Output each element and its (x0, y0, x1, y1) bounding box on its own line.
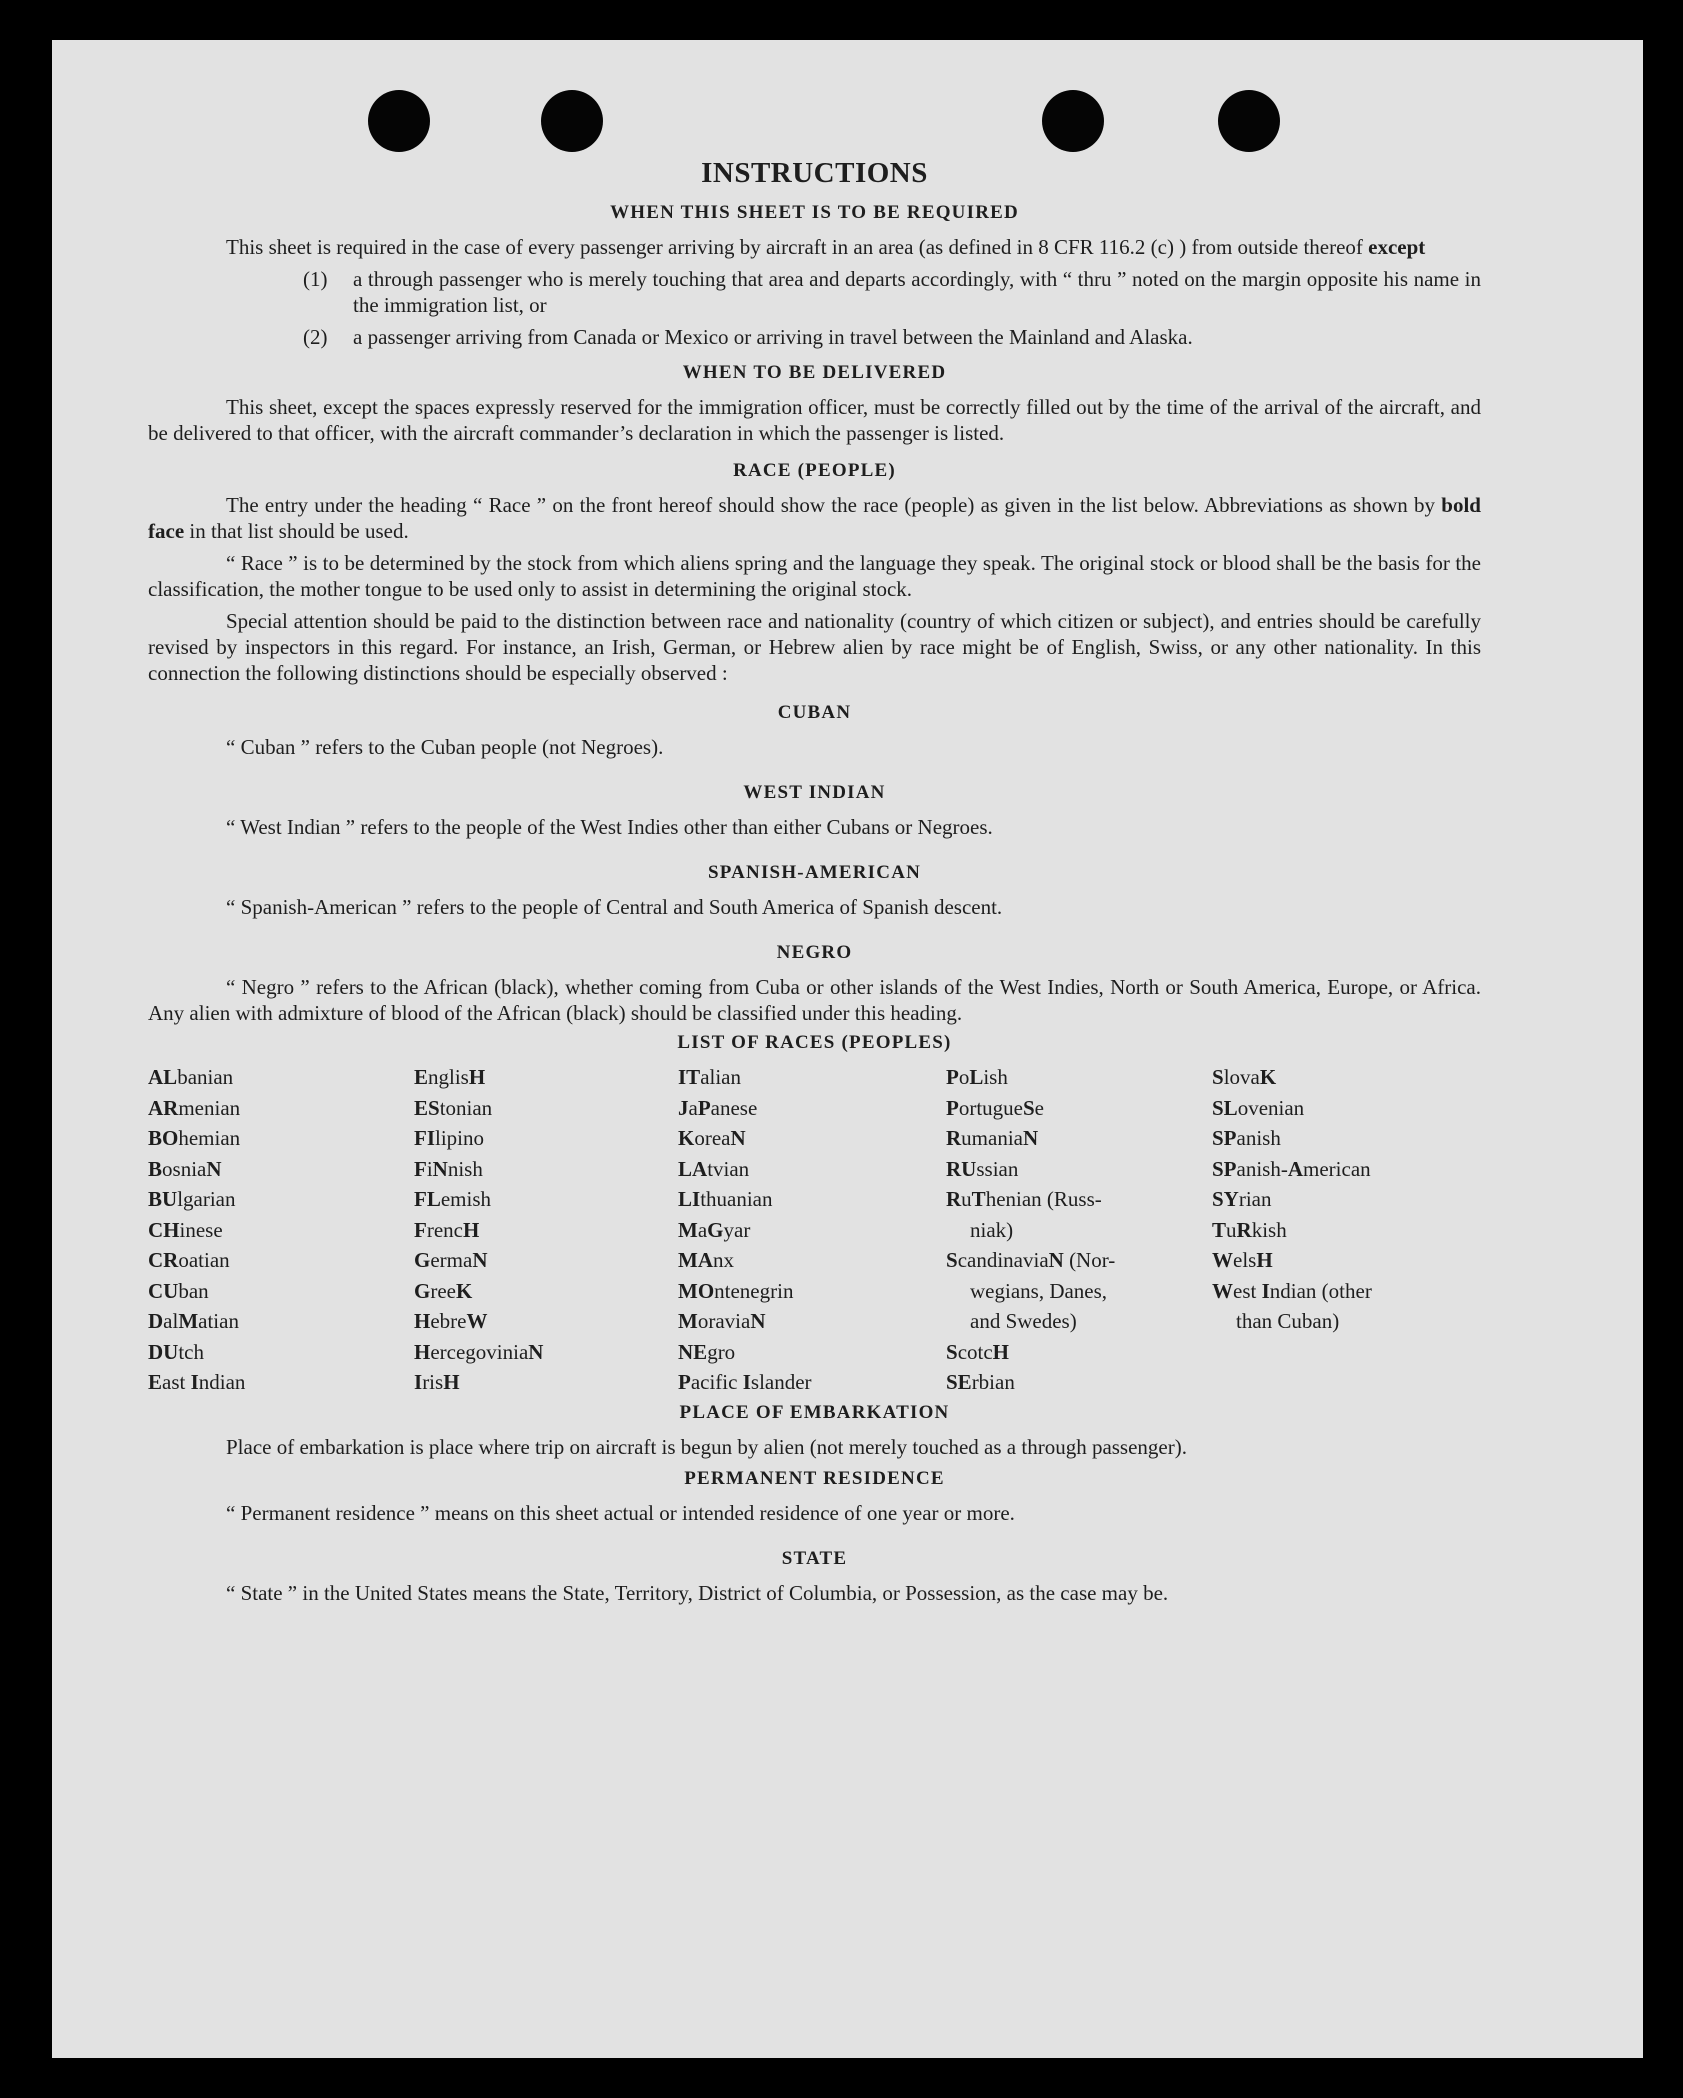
race-entry: ScotcH (946, 1339, 1010, 1364)
section-heading-residence: PERMANENT RESIDENCE (684, 1467, 945, 1489)
state-paragraph: “ State ” in the United States means the State, Territory, District of Columbia, or Possession, as the case may be. (226, 1580, 1169, 1605)
race-entry: GreeK (414, 1278, 473, 1303)
race-bold-face: bold face (148, 493, 1481, 543)
race-entry: PoLish (946, 1065, 1008, 1089)
race-entry: SErbian (946, 1370, 1015, 1394)
exception-item-1 (303, 266, 1481, 318)
negro-paragraph: “ Negro ” refers to the African (black), whether coming from Cuba or other islands of the West Indies, North or South America, Europe, or Africa. Any alien with admixture of blood of the African (black) should be classified under this heading. (148, 975, 1481, 1025)
race-entry: niak) (970, 1217, 1014, 1242)
race-entry: Pacific Islander (678, 1370, 812, 1394)
race-entry: BUlgarian (148, 1187, 236, 1211)
race-entry: RuThenian (Russ- (946, 1187, 1102, 1211)
race-entry: FLemish (414, 1187, 492, 1211)
race-text: in that list should be used. (184, 519, 409, 543)
race-entry: and Swedes) (970, 1309, 1077, 1333)
section-heading-embarkation: PLACE OF EMBARKATION (679, 1401, 950, 1423)
race-entry: MoraviaN (678, 1309, 766, 1333)
race-entry: TuRkish (1212, 1217, 1287, 1242)
exception-item-2 (303, 324, 1481, 350)
race-entry: EStonian (414, 1095, 493, 1120)
cuban-paragraph: “ Cuban ” refers to the Cuban people (not Negroes). (226, 735, 664, 759)
section-heading-list-of-races: LIST OF RACES (PEOPLES) (677, 1032, 952, 1053)
delivered-paragraph: This sheet, except the spaces expressly reserved for the immigration officer, must be correctly filled out by the time of the arrival of the aircraft, and be delivered to that officer, with the aircraft commander’s declaration in which the passenger is listed. (148, 395, 1481, 445)
race-entry: SlovaK (1212, 1065, 1277, 1089)
races-column (946, 1062, 1212, 1398)
race-entry: DUtch (148, 1339, 204, 1364)
section-heading-state: STATE (781, 1547, 848, 1569)
race-entry: JaPanese (678, 1095, 758, 1120)
race-entry: BOhemian (148, 1126, 241, 1150)
race-paragraph-2: “ Race ” is to be determined by the stock from which aliens spring and the language they speak. The original stock or blood shall be the basis for the classification, the mother tongue to be used only to assist in determining the original stock. (148, 551, 1481, 601)
item-number: (1) (303, 267, 328, 291)
required-except: except (1368, 235, 1426, 259)
race-entry: West Indian (other (1212, 1278, 1372, 1303)
race-entry: DalMatian (148, 1309, 239, 1333)
race-entry: FiNnish (414, 1156, 483, 1181)
race-entry: CHinese (148, 1217, 223, 1242)
section-heading-race: RACE (PEOPLE) (733, 460, 896, 481)
race-entry: PortugueSe (946, 1095, 1044, 1120)
section-heading-negro: NEGRO (776, 942, 853, 963)
race-entry: East Indian (148, 1370, 246, 1394)
race-entry: LIthuanian (678, 1187, 773, 1211)
race-entry: RUssian (946, 1156, 1019, 1181)
race-entry: LAtvian (678, 1156, 750, 1181)
race-entry: IrisH (414, 1370, 460, 1394)
race-entry: FrencH (414, 1217, 480, 1242)
residence-paragraph: “ Permanent residence ” means on this sheet actual or intended residence of one year or more. (226, 1500, 1015, 1525)
race-entry: CUban (148, 1278, 209, 1303)
embarkation-paragraph: Place of embarkation is place where trip on aircraft is begun by alien (not merely touched as a through passenger). (226, 1434, 1187, 1459)
race-entry: KoreaN (678, 1126, 746, 1150)
race-entry: wegians, Danes, (970, 1278, 1108, 1303)
race-entry: RumaniaN (946, 1126, 1039, 1150)
race-entry: BosniaN (148, 1156, 222, 1181)
race-paragraph-3: Special attention should be paid to the distinction between race and nationality (country of which citizen or subject), and entries should be carefully revised by inspectors in this regard. For instance, an Irish, German, or Hebrew alien by race might be of English, Swiss, or any other nationality. In this connection the following distinctions should be especially observed : (148, 609, 1481, 685)
race-entry: GermaN (414, 1248, 488, 1272)
races-column (148, 1062, 414, 1398)
item-text: a passenger arriving from Canada or Mexico or arriving in travel between the Mainland and Alaska. (353, 325, 1193, 349)
race-entry: MaGyar (678, 1217, 751, 1242)
required-paragraph (148, 234, 1481, 260)
item-text: a through passenger who is merely touching that area and departs accordingly, with “ thru ” noted on the margin opposite his name in the immigration list, or (353, 267, 1481, 317)
race-entry: EnglisH (414, 1065, 486, 1089)
west-indian-paragraph: “ West Indian ” refers to the people of the West Indies other than either Cubans or Negroes. (226, 815, 993, 839)
race-entry: MOntenegrin (678, 1278, 794, 1303)
race-entry: MAnx (678, 1248, 734, 1272)
section-heading-cuban: CUBAN (777, 702, 852, 723)
races-column (678, 1062, 946, 1398)
race-paragraph-1 (148, 492, 1481, 544)
race-entry: SYrian (1212, 1187, 1272, 1211)
race-entry: FIlipino (414, 1126, 485, 1150)
race-entry: ScandinaviaN (Nor- (946, 1248, 1116, 1272)
spanish-american-paragraph: “ Spanish-American ” refers to the people of Central and South America of Spanish descent. (226, 895, 1003, 919)
section-heading-west-indian: WEST INDIAN (743, 782, 886, 803)
race-entry: CRoatian (148, 1248, 230, 1272)
races-column (414, 1062, 678, 1398)
race-entry: ITalian (678, 1065, 741, 1089)
section-heading-required: WHEN THIS SHEET IS TO BE REQUIRED (610, 202, 1019, 223)
race-entry: NEgro (678, 1339, 736, 1364)
instructions-content (148, 115, 1481, 1606)
race-text: The entry under the heading “ Race ” on the front hereof should show the race (people) as given in the list below. Abbreviations as shown by (226, 493, 1442, 517)
race-entry: WelsH (1212, 1248, 1273, 1272)
page-title: INSTRUCTIONS (701, 157, 928, 189)
race-entry: than Cuban) (1236, 1309, 1340, 1333)
races-column (1212, 1062, 1481, 1398)
race-entry: SLovenian (1212, 1095, 1305, 1120)
required-text: This sheet is required in the case of every passenger arriving by aircraft in an area (as defined in 8 CFR 116.2 (c) ) from outside thereof (226, 235, 1369, 259)
race-entry: SPanish-American (1212, 1156, 1371, 1181)
race-entry: SPanish (1212, 1126, 1281, 1150)
item-number: (2) (303, 325, 328, 349)
races-list (148, 1062, 1481, 1398)
section-heading-delivered: WHEN TO BE DELIVERED (682, 362, 947, 383)
section-heading-spanish-american: SPANISH-AMERICAN (707, 862, 922, 883)
race-entry: HebreW (414, 1309, 488, 1333)
race-entry: ARmenian (148, 1095, 241, 1120)
race-entry: HercegoviniaN (414, 1339, 544, 1364)
race-entry: ALbanian (148, 1065, 234, 1089)
